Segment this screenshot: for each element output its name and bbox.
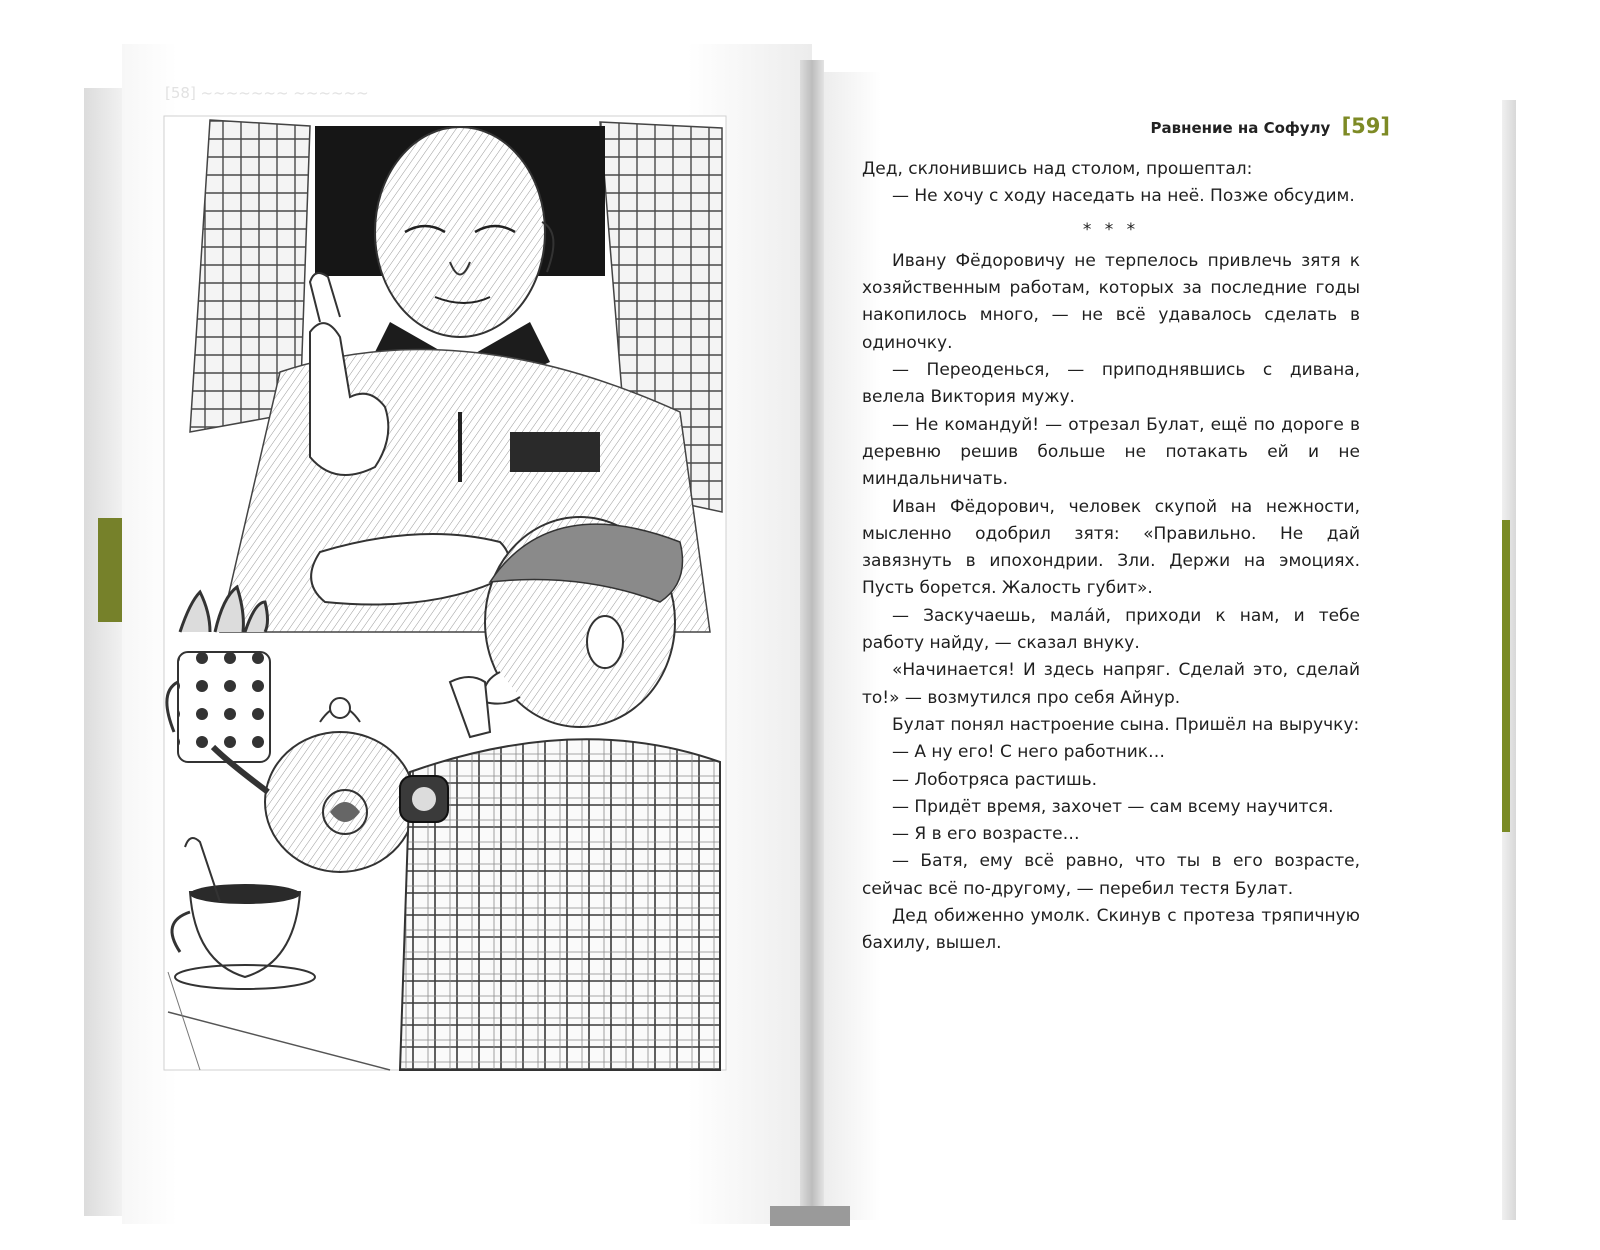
paragraph: «Начинается! И здесь напряг. Сделай это, сделай то!» — возмутился про себя Айнур.	[862, 660, 1360, 708]
paragraph: — Не хочу с ходу наседать на неё. Позже обсудим.	[892, 186, 1355, 207]
paragraph: Дед обиженно умолк. Скинув с протеза тряпичную бахилу, вышел.	[862, 906, 1360, 954]
page-text	[862, 156, 1360, 958]
paragraph: — Придёт время, захочет — сам всему научится.	[892, 796, 1334, 817]
running-head-title: Равнение на Софулу	[1150, 119, 1331, 137]
running-head	[1000, 114, 1390, 138]
paragraph: Ивану Фёдоровичу не терпелось привлечь зятя к хозяйственным работам, которых за последние годы накопилось много, — не всё удавалось сделать в одиночку.	[862, 250, 1360, 353]
ghost-running-head: [58] ~~~~~~~ ~~~~~~	[165, 84, 369, 102]
left-page-edge	[84, 88, 124, 1216]
paragraph: Дед, склонившись над столом, прошептал:	[862, 159, 1253, 179]
page-number: [59]	[1341, 114, 1390, 138]
paragraph: — Заскучаешь, мала́й, приходи к нам, и тебе работу найду, — сказал внуку.	[862, 605, 1360, 654]
paragraph: — Лоботряса растишь.	[892, 769, 1098, 790]
paragraph: Булат понял настроение сына. Пришёл на выручку:	[892, 714, 1360, 735]
paragraph: — Я в его возрасте…	[892, 824, 1080, 845]
pencil-drawing-kitchen-scene	[160, 112, 730, 1074]
paragraph: — А ну его! С него работник…	[892, 742, 1166, 763]
paragraph: — Переоденься, — приподнявшись с дивана, велела Виктория мужу.	[862, 360, 1360, 408]
paragraph: Иван Фёдорович, человек скупой на нежности, мысленно одобрил зятя: «Правильно. Не дай завязнуть в ипохондрии. Зли. Держи на эмоциях. Пусть борется. Жалость губит».	[862, 496, 1360, 599]
paragraph: — Не командуй! — отрезал Булат, ещё по дороге в деревню решив больше не потакать ей и не миндальничать.	[862, 414, 1360, 490]
book-spine	[770, 1206, 850, 1226]
section-separator: * * *	[1082, 219, 1140, 240]
paragraph: — Батя, ему всё равно, что ты в его возрасте, сейчас всё по-другому, — перебил тестя Булат.	[862, 851, 1360, 899]
left-green-tab	[98, 518, 122, 622]
book-gutter	[800, 60, 824, 1220]
